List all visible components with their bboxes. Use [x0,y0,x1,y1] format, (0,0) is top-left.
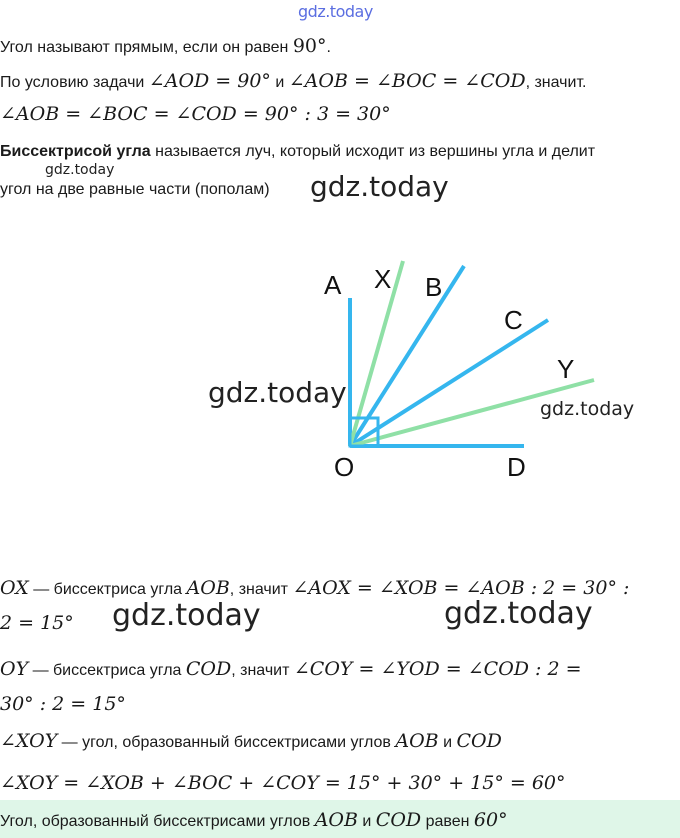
label-d: D [507,452,526,482]
label-c: C [504,305,523,335]
problem-condition [0,70,586,92]
math: ∠COY = ∠YOD = ∠COD : 2 = [293,658,582,680]
text: Угол, образованный биссектрисами углов [0,813,315,830]
math: 60° [473,809,508,831]
math: AOB [314,809,358,831]
math: 2 = 15° [0,612,74,634]
math: ∠AOD = 90° [148,70,271,92]
text: равен [421,813,474,830]
math: 90° [292,35,327,57]
bisector-ox-result [0,612,74,634]
label-y: Y [557,354,575,384]
math: OX [0,577,29,599]
answer-box [0,800,680,838]
text: и [270,74,289,91]
bisector-oy-statement [0,658,582,680]
math: COD [185,658,232,680]
xoy-equation [0,772,566,794]
text: — биссектриса угла [28,581,187,598]
watermark: gdz.today [298,2,373,21]
text: и [438,734,457,751]
watermark: gdz.today [112,598,261,633]
math: ∠XOY = ∠XOB + ∠BOC + ∠COY = 15° + 30° + 15° = 60° [0,772,566,794]
text: , значит [231,662,294,679]
text: По условию задачи [0,74,149,91]
math: 30° : 2 = 15° [0,693,126,715]
text: называется луч, который исходит из вершины угла и делит [150,143,596,160]
text: и [357,813,376,830]
math: AOB [186,577,230,599]
watermark: gdz.today [45,162,115,178]
bold-term: Биссектрисой угла [0,143,151,160]
watermark: gdz.today [444,596,593,631]
text: — биссектриса угла [28,662,186,679]
math: COD [375,809,422,831]
angle-diagram [0,240,680,490]
math: ∠AOX = ∠XOB = ∠AOB : 2 = 30° : [292,577,630,599]
text: , значит [229,581,293,598]
math: OY [0,658,29,680]
label-x: X [374,264,392,294]
bisector-oy-result [0,693,126,715]
text: — угол, образованный биссектрисами углов [57,734,396,751]
label-b: B [425,272,443,302]
label-o: O [334,452,355,482]
math: ∠XOY [0,730,58,752]
angle-division-equation [0,103,391,125]
watermark: gdz.today [208,376,347,409]
math: COD [456,730,502,752]
bisector-definition-line2 [0,181,270,199]
definition-right-angle [0,35,331,57]
math: AOB [395,730,439,752]
text: Угол называют прямым, если он равен [0,39,293,56]
math: ∠AOB = ∠BOC = ∠COD = 90° : 3 = 30° [0,103,391,125]
text: угол на две равные части (пополам) [0,181,270,198]
label-a: A [324,270,342,300]
watermark: gdz.today [540,398,635,420]
answer-text [0,809,508,831]
watermark: gdz.today [310,170,449,203]
bisector-definition [0,143,595,161]
math: ∠AOB = ∠BOC = ∠COD [288,70,526,92]
text: , значит. [525,74,587,91]
xoy-definition [0,730,502,752]
text: . [326,39,331,56]
